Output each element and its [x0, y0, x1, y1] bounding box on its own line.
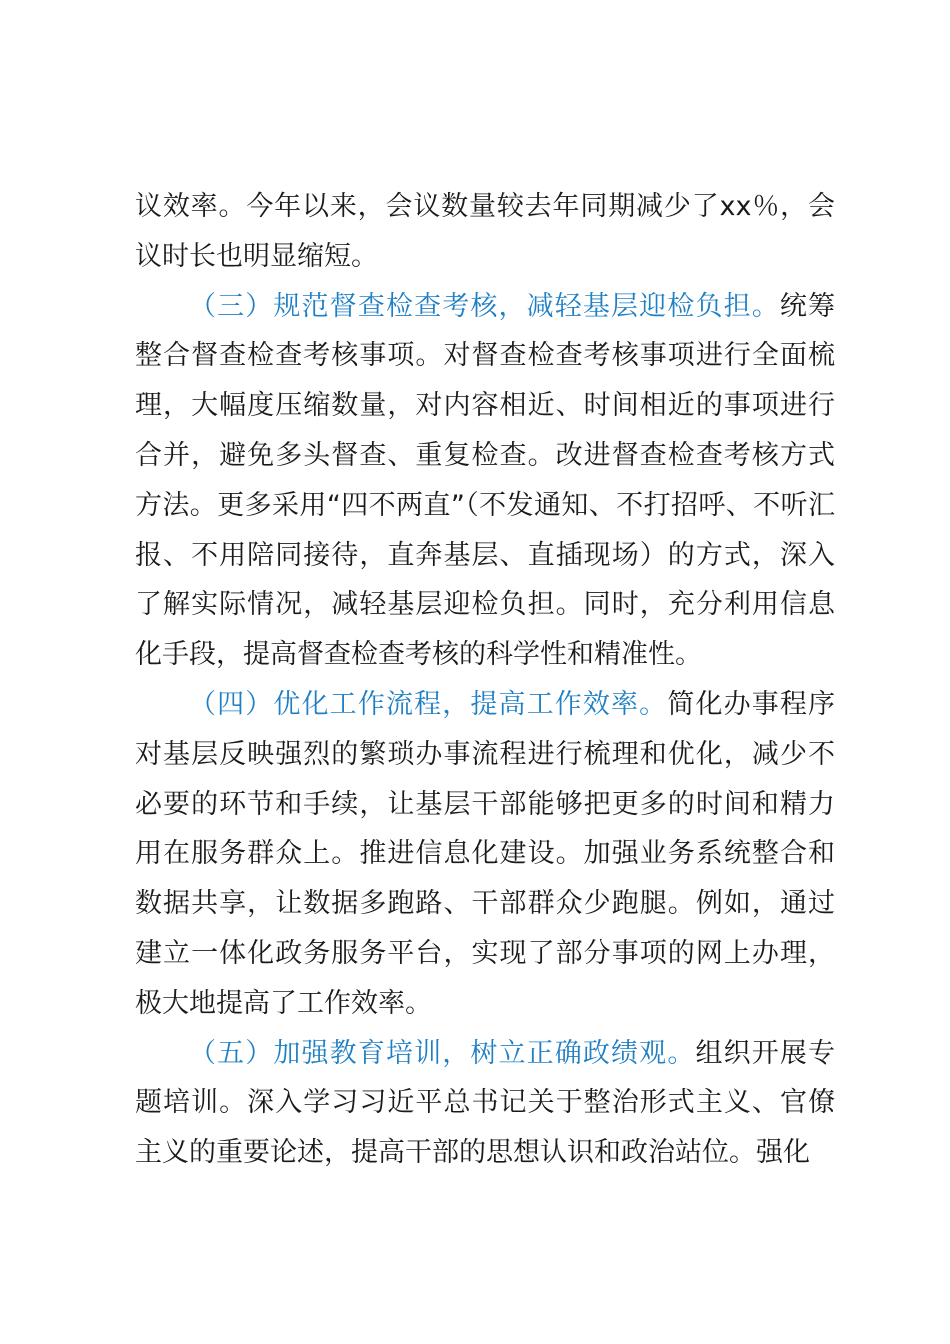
- document-body: [135, 182, 835, 1178]
- paragraph-text: 简化办事程序对基层反映强烈的繁琐办事流程进行梳理和优化，减少不必要的环节和手续，让基层干部能够把更多的时间和精力用在服务群众上。推进信息化建设。加强业务系统整合和数据共享，让数据多跑路、干部群众少跑腿。例如，通过建立一体化政务服务平台，实现了部分事项的网上办理，极大地提高了工作效率。: [135, 688, 836, 1019]
- section-heading: （五）加强教育培训，树立正确政绩观。: [189, 1037, 696, 1069]
- paragraph-section-4: [135, 680, 835, 1029]
- section-heading: （四）优化工作流程，提高工作效率。: [189, 688, 668, 720]
- paragraph-section-5: [135, 1029, 835, 1178]
- paragraph-text: 统筹整合督查检查考核事项。对督查检查考核事项进行全面梳理，大幅度压缩数量，对内容相近、时间相近的事项进行合并，避免多头督查、重复检查。改进督查检查考核方式方法。更多采用“四不两直”（不发通知、不打招呼、不听汇报、不用陪同接待，直奔基层、直插现场）的方式，深入了解实际情况，减轻基层迎检负担。同时，充分利用信息化手段，提高督查检查考核的科学性和精准性。: [135, 290, 836, 671]
- paragraph-text: 组织开展专题培训。深入学习习近平总书记关于整治形式主义、官僚主义的重要论述，提高干部的思想认识和政治站位。强化: [135, 1037, 836, 1169]
- paragraph-continuation: [135, 182, 835, 282]
- section-heading: （三）规范督查检查考核，减轻基层迎检负担。: [189, 290, 780, 322]
- paragraph-section-3: [135, 282, 835, 680]
- paragraph-text: 议效率。今年以来，会议数量较去年同期减少了xx％，会议时长也明显缩短。: [135, 191, 835, 272]
